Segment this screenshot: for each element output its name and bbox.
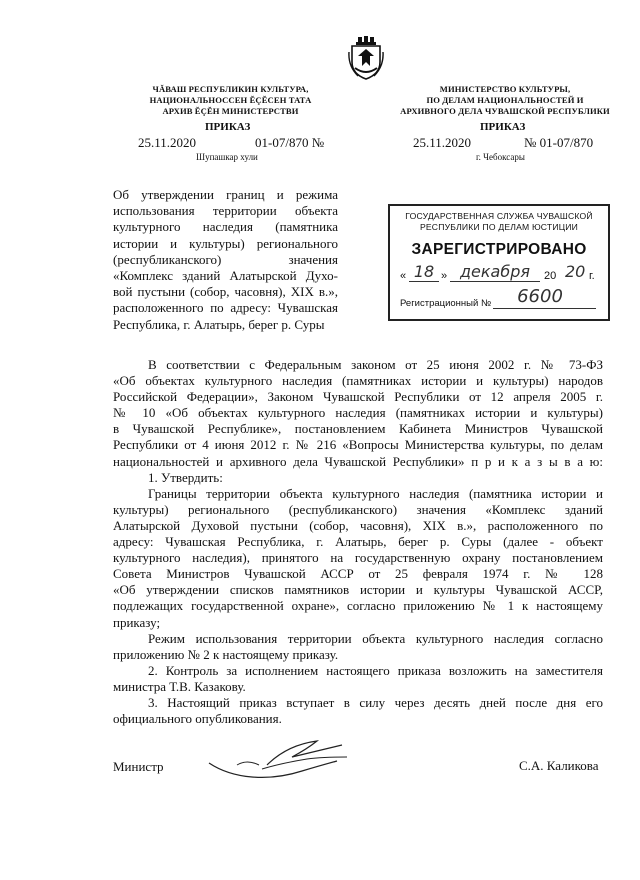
- body-line: В соответствии с Федеральным законом от 25 июня 2002 г. № 73-ФЗ: [148, 357, 603, 372]
- subject-line: истории и культуры) регионального: [113, 235, 338, 251]
- subject-line: культурного наследия (памятника: [113, 219, 338, 235]
- header-left-line: ЧĂВАШ РЕСПУБЛИКИН КУЛЬТУРА,: [152, 84, 309, 94]
- stamp-reg-number: 6600: [517, 286, 563, 307]
- body-line: подлежащих государственной охране», согласно приложению № 1 к настоящему: [113, 598, 603, 614]
- body-line: адресу: Чувашская Республика, г. Алатырь, берег р. Суры (далее - объект: [113, 534, 603, 550]
- order-title-right: ПРИКАЗ: [480, 121, 526, 133]
- header-right-line: ПО ДЕЛАМ НАЦИОНАЛЬНОСТЕЙ И: [426, 95, 584, 105]
- stamp-reg-number-underline: [493, 308, 596, 309]
- body-line: Совета Министров Чувашской АССР от 25 февраля 1974 г. № 128: [113, 566, 603, 582]
- body-line: 1. Утвердить:: [148, 469, 223, 485]
- chuvash-coat-of-arms-icon: [348, 36, 384, 80]
- stamp-authority-line: РЕСПУБЛИКИ ПО ДЕЛАМ ЮСТИЦИИ: [419, 222, 579, 232]
- handwritten-signature-icon: [207, 735, 352, 785]
- order-subject: [113, 187, 338, 333]
- subject-line: (республиканского) значения: [113, 251, 338, 267]
- registration-stamp: [388, 204, 610, 321]
- ministry-name-chuvash: [133, 84, 328, 117]
- stamp-authority-line: ГОСУДАРСТВЕННАЯ СЛУЖБА ЧУВАШСКОЙ: [405, 211, 593, 221]
- body-line: в Чувашской Республике», постановлением Кабинета Министров Чувашской: [113, 421, 603, 437]
- body-line: 3. Настоящий приказ вступает в силу через десять дней после дня его: [148, 694, 603, 710]
- order-body: [113, 357, 603, 727]
- stamp-year-suffix: г.: [589, 270, 595, 282]
- body-line: приказу;: [113, 614, 161, 630]
- subject-line: Республика, г. Алатырь, берег р. Суры: [113, 316, 325, 332]
- body-line: официального опубликования.: [113, 711, 282, 727]
- signer-position: Министр: [113, 759, 164, 774]
- header-right-line: АРХИВНОГО ДЕЛА ЧУВАШСКОЙ РЕСПУБЛИКИ: [400, 106, 610, 116]
- body-line: «Об объектах культурного наследия (памятниках истории и культуры) народов: [113, 373, 603, 389]
- order-number-right: № 01-07/870: [524, 135, 594, 150]
- order-date-left: 25.11.2020: [138, 135, 197, 150]
- stamp-day: 18: [409, 262, 439, 282]
- subject-line: использования территории объекта: [113, 203, 338, 219]
- header-right-line: МИНИСТЕРСТВО КУЛЬТУРЫ,: [439, 84, 571, 94]
- body-line: приложению № 2 к настоящему приказу.: [113, 646, 339, 662]
- subject-line: расположенного по адресу: Чувашская: [113, 300, 338, 316]
- body-line: национальностей и архивного дела Чувашской Республики» п р и к а з ы в а ю:: [113, 453, 603, 469]
- stamp-month: декабря: [450, 262, 540, 282]
- stamp-reg-number-label: Регистрационный №: [400, 298, 492, 309]
- body-line: № 10 «Об объектах культурного наследия (памятниках истории и культуры): [113, 405, 603, 421]
- stamp-quote-close: »: [441, 270, 448, 282]
- body-line: Республики от 4 июня 2012 г. № 216 «Вопросы Министерства культуры, по делам: [113, 437, 603, 453]
- body-line: министра Т.В. Казакову.: [113, 678, 246, 694]
- body-line: Режим использования территории объекта культурного наследия согласно: [148, 630, 603, 646]
- subject-line: «Комплекс зданий Алатырской Духо-: [113, 268, 338, 284]
- body-line: Российской Федерации», Законом Чувашской Республики от 12 апреля 2005 г.: [113, 389, 603, 405]
- stamp-quote-open: «: [400, 270, 407, 282]
- order-number-left: 01-07/870 №: [255, 135, 325, 150]
- stamp-year-handwritten: 20: [565, 262, 586, 281]
- body-line: культурного наследия), принятого на государственную охрану постановлением: [113, 550, 603, 566]
- body-line: Границы территории объекта культурного наследия (памятника истории и: [148, 485, 603, 501]
- stamp-year-prefix: 20: [544, 270, 557, 282]
- header-left-line: НАЦИОНАЛЬНОССЕН ĔÇĔСЕН ТАТА: [149, 95, 312, 105]
- body-line: 2. Контроль за исполнением настоящего приказа возложить на заместителя: [148, 662, 603, 678]
- signer-name: С.А. Каликова: [519, 758, 599, 773]
- header-left-line: АРХИВ ĔÇĔН МИНИСТЕРСТВИ: [162, 106, 299, 116]
- body-line: культуры) регионального (республиканского) значения «Комплекс зданий: [113, 501, 603, 517]
- body-line: «Об утверждении списков памятников истории и культуры Чувашской АССР,: [113, 582, 603, 598]
- stamp-registered-label: ЗАРЕГИСТРИРОВАНО: [411, 241, 587, 258]
- order-title-left: ПРИКАЗ: [205, 121, 251, 133]
- subject-line: Об утверждении границ и режима: [113, 187, 338, 202]
- order-city-right: г. Чебоксары: [476, 152, 525, 162]
- body-line: Алатырской Духовой пустыни (собор, часовня), XIX в.», расположенного по: [113, 517, 603, 533]
- subject-line: вой пустыни (собор, часовня), XIX в.»,: [113, 284, 338, 300]
- order-date-right: 25.11.2020: [413, 135, 472, 150]
- ministry-name-russian: [395, 84, 615, 117]
- order-city-left: Шупашкар хули: [196, 152, 258, 162]
